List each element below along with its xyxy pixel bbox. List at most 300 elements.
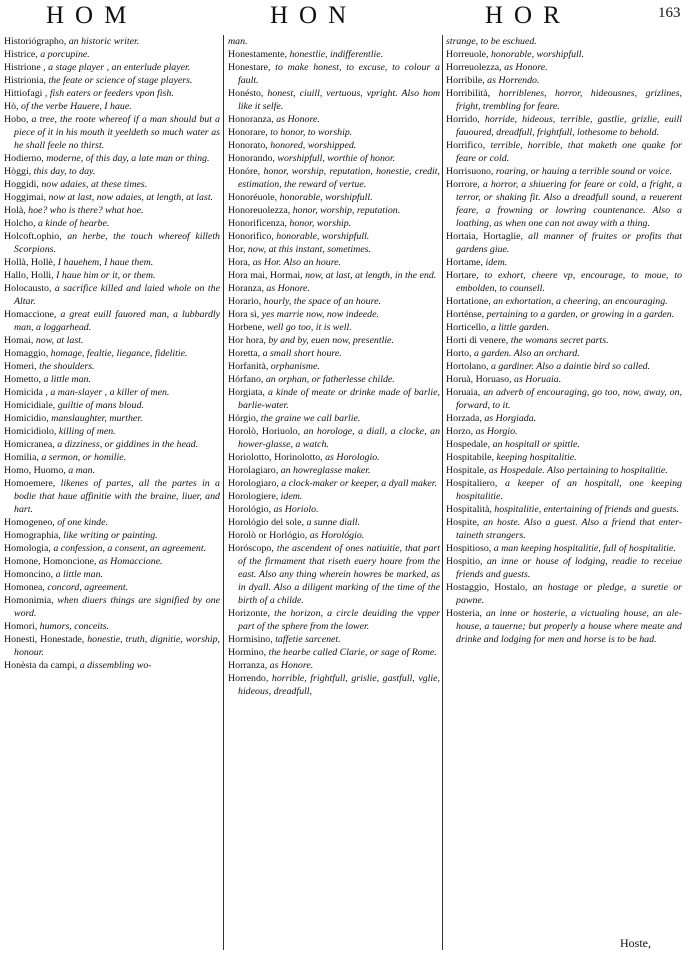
dictionary-entry bbox=[446, 542, 682, 555]
entry-definition: as Horiolo. bbox=[273, 504, 319, 515]
dictionary-entry bbox=[4, 659, 220, 672]
entry-headword: Honoranza, bbox=[228, 114, 274, 125]
entry-definition: humors, conceits. bbox=[39, 621, 110, 632]
entry-headword: Horreuolezza, bbox=[446, 62, 502, 73]
entry-definition: I haue him or it, or them. bbox=[56, 270, 156, 281]
entry-definition: honor, worship. bbox=[289, 218, 352, 229]
entry-headword: Hortolano, bbox=[446, 361, 489, 372]
dictionary-entry bbox=[4, 425, 220, 438]
entry-headword: Horticello, bbox=[446, 322, 489, 333]
entry-headword: Horténse, bbox=[446, 309, 485, 320]
entry-headword: Honoreuolezza, bbox=[228, 205, 291, 216]
catchword: Hoste, bbox=[620, 936, 651, 950]
dictionary-entry bbox=[4, 100, 220, 113]
entry-definition: a man. bbox=[68, 465, 96, 476]
entry-headword: Hortatione, bbox=[446, 296, 491, 307]
entry-definition: as Hor. Also an houre. bbox=[252, 257, 342, 268]
dictionary-entry bbox=[446, 412, 682, 425]
entry-definition: idem. bbox=[280, 491, 303, 502]
entry-headword: Honestare, bbox=[228, 62, 271, 73]
dictionary-entry bbox=[228, 282, 440, 295]
entry-definition: all manner of fruites or profits that gardens giue. bbox=[456, 231, 682, 255]
dictionary-entry bbox=[446, 165, 682, 178]
entry-definition: horride, hideous, terrible, gastlie, grizlie, euill fauoured, dreadfull, frightfull, lothesome to behold. bbox=[456, 114, 682, 138]
dictionary-entry bbox=[4, 464, 220, 477]
entry-headword: Horolò, Horiuolo, bbox=[228, 426, 301, 437]
entry-definition: honored, worshipped. bbox=[270, 140, 357, 151]
entry-headword: Honésto, bbox=[228, 88, 264, 99]
entry-definition: as Honore. bbox=[266, 283, 310, 294]
dictionary-entry bbox=[446, 386, 682, 412]
entry-definition: when diuers things are signified by one word. bbox=[14, 595, 220, 619]
entry-headword: Hora mai, Hormai, bbox=[228, 270, 303, 281]
dictionary-entry bbox=[228, 659, 440, 672]
entry-headword: Horzada, bbox=[446, 413, 482, 424]
entry-definition: an orphan, or fatherlesse childe. bbox=[265, 374, 395, 385]
entry-definition: a sunne diall. bbox=[306, 517, 360, 528]
entry-headword: Hosteria, bbox=[446, 608, 482, 619]
entry-headword: Honóre, bbox=[228, 166, 261, 177]
entry-definition: I hauehem, I haue them. bbox=[57, 257, 154, 268]
dictionary-entry bbox=[4, 35, 220, 48]
entry-headword: Hora, bbox=[228, 257, 251, 268]
entry-headword: Homicranea, bbox=[4, 439, 55, 450]
dictionary-entry bbox=[4, 360, 220, 373]
entry-headword: Hospitabile, bbox=[446, 452, 494, 463]
entry-definition: keeping hospitalitie. bbox=[496, 452, 577, 463]
dictionary-entry bbox=[446, 139, 682, 165]
entry-definition: honor, worship, reputation. bbox=[292, 205, 401, 216]
entry-headword: Hobo, bbox=[4, 114, 29, 125]
entry-headword: Hospitale, bbox=[446, 465, 487, 476]
entry-definition: a confession, a consent, an agreement. bbox=[53, 543, 207, 554]
entry-headword: Hò, bbox=[4, 101, 19, 112]
dictionary-entry bbox=[446, 113, 682, 139]
entry-definition: hoe? who is there? what hoe. bbox=[28, 205, 144, 216]
entry-definition: hourly, the space of an houre. bbox=[263, 296, 381, 307]
entry-definition: horrible, frightfull, grislie, gastfull, vglie, hideous, dreadfull, bbox=[238, 673, 440, 697]
entry-definition: a kinde of hearbe. bbox=[38, 218, 110, 229]
dictionary-entry bbox=[4, 477, 220, 516]
dictionary-entry bbox=[228, 516, 440, 529]
entry-definition: an adverb of encouraging, go too, now, away, on, forward, to it. bbox=[456, 387, 682, 411]
entry-definition: the feate or science of stage players. bbox=[48, 75, 193, 86]
dictionary-entry bbox=[446, 607, 682, 646]
entry-definition: an hospitall or spittle. bbox=[492, 439, 580, 450]
entry-definition: the graine we call barlie. bbox=[260, 413, 361, 424]
header-word-center: HON bbox=[270, 2, 358, 29]
dictionary-entry bbox=[4, 373, 220, 386]
dictionary-entry bbox=[4, 542, 220, 555]
entry-headword: Homicidio, bbox=[4, 413, 49, 424]
dictionary-entry bbox=[228, 373, 440, 386]
dictionary-entry bbox=[446, 451, 682, 464]
entry-definition: a sermon, or homilie. bbox=[41, 452, 127, 463]
entry-headword: Histrionia, bbox=[4, 75, 46, 86]
entry-definition: a small short houre. bbox=[262, 348, 342, 359]
entry-definition: as Honore. bbox=[276, 114, 320, 125]
dictionary-entry bbox=[446, 360, 682, 373]
entry-headword: Honestamente, bbox=[228, 49, 287, 60]
entry-headword: Horrore, bbox=[446, 179, 480, 190]
entry-definition: manslaughter, murther. bbox=[51, 413, 143, 424]
entry-definition: homage, fealtie, liegance, fidelitie. bbox=[50, 348, 188, 359]
entry-definition: well go too, it is well. bbox=[266, 322, 352, 333]
entry-headword: Horto, bbox=[446, 348, 472, 359]
entry-definition: yes marrie now, now indeede. bbox=[261, 309, 379, 320]
dictionary-entry bbox=[4, 438, 220, 451]
entry-definition: man. bbox=[228, 36, 248, 47]
entry-definition: the ascendent of ones natiuitie, that part of the firmament that riseth euery houre from the east. Also any thing wherein howres be marked, as in dyall. Also a diligent marking of the time of the birth of a childe. bbox=[238, 543, 440, 606]
dictionary-entry bbox=[446, 178, 682, 230]
entry-definition: the horizon, a circle deuiding the vpper part of the sphere from the lower. bbox=[238, 608, 440, 632]
entry-definition: a sacrifice killed and laied whole on the Altar. bbox=[14, 283, 220, 307]
dictionary-entry bbox=[4, 87, 220, 100]
entry-headword: Hallo, Holli, bbox=[4, 270, 54, 281]
dictionary-entry bbox=[446, 87, 682, 113]
entry-definition: likenes of partes, all the partes in a bodie that haue affinitie with the braine, liuer, and hart. bbox=[14, 478, 220, 515]
entry-headword: Homicidiale, bbox=[4, 400, 56, 411]
dictionary-entry bbox=[228, 542, 440, 607]
entry-definition: honor, worship, reputation, honestie, credit, estimation, the reward of vertue. bbox=[238, 166, 440, 190]
entry-headword: Hospedale, bbox=[446, 439, 491, 450]
entry-definition: horriblenes, horror, hideousnes, grizlines, fright, trembling for feare. bbox=[456, 88, 682, 112]
dictionary-entry bbox=[446, 256, 682, 269]
entry-definition: a garden. Also an orchard. bbox=[473, 348, 580, 359]
entry-definition: strange, to be eschued. bbox=[446, 36, 537, 47]
dictionary-entry bbox=[446, 503, 682, 516]
entry-headword: Homoemere, bbox=[4, 478, 56, 489]
entry-definition: honorable, worshipfull. bbox=[276, 231, 370, 242]
dictionary-entry bbox=[4, 256, 220, 269]
header-word-left: HOM bbox=[46, 2, 138, 29]
entry-headword: Hospitioso, bbox=[446, 543, 492, 554]
entry-headword: Horiolotto, Horinolotto, bbox=[228, 452, 323, 463]
entry-definition: of one kinde. bbox=[57, 517, 108, 528]
dictionary-entry bbox=[228, 360, 440, 373]
entry-definition: the shoulders. bbox=[39, 361, 95, 372]
dictionary-entry bbox=[228, 321, 440, 334]
entry-definition: as Horrendo. bbox=[487, 75, 540, 86]
dictionary-entry bbox=[228, 477, 440, 490]
entry-definition: now, at last. bbox=[35, 335, 84, 346]
dictionary-entry bbox=[446, 425, 682, 438]
entry-headword: Hormisino, bbox=[228, 634, 273, 645]
entry-definition: honestlie, indifferentlie. bbox=[289, 49, 384, 60]
entry-headword: Hospitaliero, bbox=[446, 478, 498, 489]
entry-headword: Horrendo, bbox=[228, 673, 269, 684]
entry-headword: Hora sì, bbox=[228, 309, 260, 320]
entry-headword: Holocausto, bbox=[4, 283, 52, 294]
entry-headword: Hórfano, bbox=[228, 374, 264, 385]
dictionary-entry bbox=[446, 35, 682, 48]
entry-definition: to make honest, to excuse, to colour a fault. bbox=[238, 62, 440, 86]
dictionary-entry bbox=[446, 295, 682, 308]
dictionary-entry bbox=[4, 230, 220, 256]
dictionary-entry bbox=[446, 581, 682, 607]
dictionary-entry bbox=[228, 126, 440, 139]
entry-headword: Hodierno, bbox=[4, 153, 44, 164]
entry-definition: a little man. bbox=[43, 374, 91, 385]
dictionary-entry bbox=[228, 412, 440, 425]
dictionary-entry bbox=[228, 230, 440, 243]
entry-definition: hospitalitie, entertaining of friends and guests. bbox=[494, 504, 679, 515]
entry-definition: an inne or house of lodging, readie to receiue friends and guests. bbox=[456, 556, 682, 580]
entry-headword: Hometto, bbox=[4, 374, 42, 385]
dictionary-entry bbox=[446, 464, 682, 477]
entry-headword: Horizonte, bbox=[228, 608, 270, 619]
dictionary-entry bbox=[4, 347, 220, 360]
dictionary-entry bbox=[228, 386, 440, 412]
entry-definition: this day, to day. bbox=[33, 166, 96, 177]
entry-headword: Historiógrapho, bbox=[4, 36, 67, 47]
entry-definition: an hostage or pledge, a suretie or pawne. bbox=[456, 582, 682, 606]
entry-definition: guiltie of mans bloud. bbox=[57, 400, 144, 411]
entry-definition: a man keeping hospitalitie, full of hospitalitie. bbox=[493, 543, 676, 554]
entry-headword: Horrido, bbox=[446, 114, 480, 125]
dictionary-entry bbox=[4, 633, 220, 659]
entry-definition: a dissembling wo- bbox=[79, 660, 152, 671]
dictionary-entry bbox=[4, 594, 220, 620]
dictionary-entry bbox=[228, 451, 440, 464]
dictionary-entry bbox=[228, 334, 440, 347]
entry-headword: Hórgio, bbox=[228, 413, 259, 424]
entry-definition: a dizziness, or giddines in the head. bbox=[57, 439, 199, 450]
entry-definition: a porcupine. bbox=[40, 49, 90, 60]
entry-headword: Horetta, bbox=[228, 348, 261, 359]
entry-definition: now, at this instant, sometimes. bbox=[247, 244, 371, 255]
entry-headword: Honoréuole, bbox=[228, 192, 278, 203]
dictionary-entry bbox=[446, 74, 682, 87]
dictionary-entry bbox=[4, 555, 220, 568]
entry-headword: Holà, bbox=[4, 205, 26, 216]
entry-headword: Horolò or Horlógio, bbox=[228, 530, 308, 541]
entry-headword: Horbene, bbox=[228, 322, 265, 333]
dictionary-entry bbox=[4, 451, 220, 464]
entry-headword: Horgiata, bbox=[228, 387, 265, 398]
entry-definition: honorable, worshipfull. bbox=[490, 49, 584, 60]
entry-headword: Horreuole, bbox=[446, 49, 489, 60]
dictionary-entry bbox=[228, 269, 440, 282]
entry-headword: Homographia, bbox=[4, 530, 61, 541]
entry-definition: an hoste. Also a guest. Also a friend that enter-taineth strangers. bbox=[456, 517, 682, 541]
entry-definition: a horror, a shiuering for feare or cold, a fright, a terror, or shaking fit. Also a dreadfull sound, a reuerent feare, a frowning or lowring countenance. Also a loathing, as when one can not away with a thing. bbox=[456, 179, 682, 229]
entry-definition: by and by, euen now, presentlie. bbox=[268, 335, 394, 346]
entry-definition: killing of men. bbox=[58, 426, 116, 437]
entry-headword: Horario, bbox=[228, 296, 262, 307]
entry-definition: idem. bbox=[485, 257, 508, 268]
dictionary-entry bbox=[4, 191, 220, 204]
dictionary-entry bbox=[228, 217, 440, 230]
entry-headword: Homori, bbox=[4, 621, 38, 632]
dictionary-entry bbox=[228, 672, 440, 698]
dictionary-entry bbox=[228, 308, 440, 321]
entry-headword: Histrione , bbox=[4, 62, 46, 73]
entry-headword: Hortare, bbox=[446, 270, 479, 281]
entry-definition: as Horuaia. bbox=[514, 374, 562, 385]
entry-headword: Horfanità, bbox=[228, 361, 269, 372]
entry-headword: Homogeneo, bbox=[4, 517, 55, 528]
entry-definition: as Horgio. bbox=[475, 426, 518, 437]
entry-headword: Hittiofagi , bbox=[4, 88, 48, 99]
entry-headword: Homicidiolo, bbox=[4, 426, 57, 437]
entry-definition: taffetie sarcenet. bbox=[275, 634, 341, 645]
entry-definition: a keeper of an hospitall, one keeping hospitalitie. bbox=[456, 478, 682, 502]
entry-headword: Holcho, bbox=[4, 218, 36, 229]
entry-definition: like writing or painting. bbox=[63, 530, 158, 541]
entry-headword: Holcoft.ophio, bbox=[4, 231, 62, 242]
dictionary-entry bbox=[228, 347, 440, 360]
entry-headword: Hospitalità, bbox=[446, 504, 492, 515]
dictionary-entry bbox=[4, 217, 220, 230]
dictionary-entry bbox=[446, 347, 682, 360]
entry-headword: Honorificenza, bbox=[228, 218, 287, 229]
dictionary-entry bbox=[446, 61, 682, 74]
dictionary-entry bbox=[446, 373, 682, 386]
dictionary-entry bbox=[228, 529, 440, 542]
entry-definition: as Homaccione. bbox=[98, 556, 163, 567]
entry-headword: Hormino, bbox=[228, 647, 267, 658]
entry-headword: Homaccione, bbox=[4, 309, 57, 320]
dictionary-entry bbox=[4, 204, 220, 217]
entry-definition: now, at last, at length, in the end. bbox=[305, 270, 437, 281]
entry-headword: Hospitio, bbox=[446, 556, 483, 567]
entry-headword: Honorifico, bbox=[228, 231, 274, 242]
entry-headword: Horti di venere, bbox=[446, 335, 509, 346]
dictionary-entry bbox=[446, 477, 682, 503]
entry-headword: Hortaia, Hortaglie, bbox=[446, 231, 523, 242]
entry-headword: Hòggi, bbox=[4, 166, 32, 177]
dictionary-entry bbox=[446, 269, 682, 295]
entry-headword: Homeri, bbox=[4, 361, 37, 372]
dictionary-entry bbox=[446, 230, 682, 256]
dictionary-entry bbox=[228, 646, 440, 659]
entry-headword: Hoggidì, bbox=[4, 179, 39, 190]
dictionary-entry bbox=[4, 386, 220, 399]
entry-headword: Horuà, Horuaso, bbox=[446, 374, 512, 385]
dictionary-entry bbox=[228, 243, 440, 256]
entry-definition: as Horologio. bbox=[325, 452, 380, 463]
dictionary-entry bbox=[228, 256, 440, 269]
entry-headword: Horologiere, bbox=[228, 491, 279, 502]
dictionary-entry bbox=[228, 139, 440, 152]
entry-definition: a little man. bbox=[55, 569, 104, 580]
entry-definition: as Honore. bbox=[269, 660, 314, 671]
dictionary-entry bbox=[446, 555, 682, 581]
entry-definition: a tree, the roote whereof if a man should but a piece of it in his mouth it yeeldeth so much water as he shall feele no thirst. bbox=[14, 114, 220, 151]
entry-headword: Horrifico, bbox=[446, 140, 486, 151]
dictionary-entry bbox=[4, 282, 220, 308]
entry-headword: Honesti, Honestade, bbox=[4, 634, 85, 645]
entry-definition: to exhort, cheere vp, encourage, to moue, to embolden, to counsell. bbox=[456, 270, 682, 294]
entry-headword: Horológio del sole, bbox=[228, 517, 304, 528]
entry-definition: moderne, of this day, a late man or thing. bbox=[46, 153, 210, 164]
dictionary-entry bbox=[4, 152, 220, 165]
dictionary-entry bbox=[4, 568, 220, 581]
dictionary-entry bbox=[228, 165, 440, 191]
entry-definition: a man-slayer , a killer of men. bbox=[50, 387, 170, 398]
dictionary-entry bbox=[4, 74, 220, 87]
entry-headword: Horolagiaro, bbox=[228, 465, 279, 476]
entry-definition: fish eaters or feeders vpon fish. bbox=[49, 88, 174, 99]
entry-headword: Hor hora, bbox=[228, 335, 266, 346]
entry-definition: the womans secret parts. bbox=[510, 335, 609, 346]
entry-headword: Homonimia, bbox=[4, 595, 54, 606]
entry-definition: as Horgiada. bbox=[484, 413, 537, 424]
entry-definition: concord, agreement. bbox=[47, 582, 129, 593]
dictionary-entry bbox=[228, 464, 440, 477]
column-divider bbox=[442, 35, 443, 950]
entry-definition: now adaies, at these times. bbox=[41, 179, 148, 190]
column-right bbox=[446, 35, 682, 646]
entry-headword: Hollà, Hollè, bbox=[4, 257, 56, 268]
entry-headword: Horologiaro, bbox=[228, 478, 279, 489]
dictionary-entry bbox=[4, 334, 220, 347]
dictionary-entry bbox=[446, 334, 682, 347]
entry-headword: Honorando, bbox=[228, 153, 275, 164]
entry-definition: a clock-maker or keeper, a dyall maker. bbox=[281, 478, 437, 489]
entry-definition: roaring, or hauing a terrible sound or voice. bbox=[495, 166, 672, 177]
dictionary-entry bbox=[228, 48, 440, 61]
entry-headword: Homoncino, bbox=[4, 569, 54, 580]
entry-definition: an howreglasse maker. bbox=[280, 465, 371, 476]
entry-definition: a little garden. bbox=[490, 322, 550, 333]
entry-definition: now at last, now adaies, at length, at last. bbox=[48, 192, 214, 203]
entry-headword: Honorare, bbox=[228, 127, 268, 138]
dictionary-entry bbox=[4, 308, 220, 334]
dictionary-entry bbox=[446, 48, 682, 61]
dictionary-entry bbox=[4, 399, 220, 412]
dictionary-entry bbox=[228, 204, 440, 217]
entry-definition: an exhortation, a cheering, an encouraging. bbox=[493, 296, 668, 307]
dictionary-entry bbox=[4, 113, 220, 152]
entry-definition: pertaining to a garden, or growing in a garden. bbox=[486, 309, 675, 320]
entry-definition: as Hospedale. Also pertaining to hospitalitie. bbox=[488, 465, 668, 476]
entry-definition: an herbe, the touch whereof killeth Scorpions. bbox=[14, 231, 220, 255]
dictionary-entry bbox=[4, 269, 220, 282]
entry-definition: honest, ciuill, vertuous, vpright. Also hom like it selfe. bbox=[238, 88, 440, 112]
entry-headword: Horuaia, bbox=[446, 387, 481, 398]
entry-definition: honorable, worshipfull. bbox=[279, 192, 373, 203]
dictionary-entry bbox=[446, 308, 682, 321]
entry-definition: to honor, to worship. bbox=[270, 127, 353, 138]
entry-headword: Horanza, bbox=[228, 283, 264, 294]
entry-headword: Horribilità, bbox=[446, 88, 491, 99]
entry-definition: an inne or hosterie, a victualing house, an ale-house, a tauerne; but properly a house where meate and drinke and lodging for men and horse is to be had. bbox=[456, 608, 682, 645]
entry-definition: an historic writer. bbox=[68, 36, 140, 47]
dictionary-entry bbox=[4, 61, 220, 74]
entry-definition: as Honore. bbox=[504, 62, 548, 73]
entry-headword: Homo, Huomo, bbox=[4, 465, 66, 476]
dictionary-entry bbox=[228, 113, 440, 126]
dictionary-entry bbox=[228, 633, 440, 646]
running-header bbox=[0, 0, 698, 34]
column-middle bbox=[228, 35, 440, 698]
entry-headword: Histrice, bbox=[4, 49, 38, 60]
entry-headword: Hostaggio, Hostalo, bbox=[446, 582, 528, 593]
dictionary-entry bbox=[4, 48, 220, 61]
entry-definition: an horologe, a diall, a clocke, an hower-glasse, a watch. bbox=[238, 426, 440, 450]
entry-headword: Hospite, bbox=[446, 517, 480, 528]
entry-headword: Horóscopo, bbox=[228, 543, 274, 554]
dictionary-entry bbox=[4, 529, 220, 542]
entry-headword: Horzo, bbox=[446, 426, 474, 437]
entry-definition: a great euill fauored man, a lubbardly man, a loggarhead. bbox=[14, 309, 220, 333]
dictionary-entry bbox=[228, 87, 440, 113]
entry-definition: the hearbe called Clarie, or sage of Rome. bbox=[268, 647, 437, 658]
entry-headword: Homai, bbox=[4, 335, 34, 346]
column-divider bbox=[223, 35, 224, 950]
